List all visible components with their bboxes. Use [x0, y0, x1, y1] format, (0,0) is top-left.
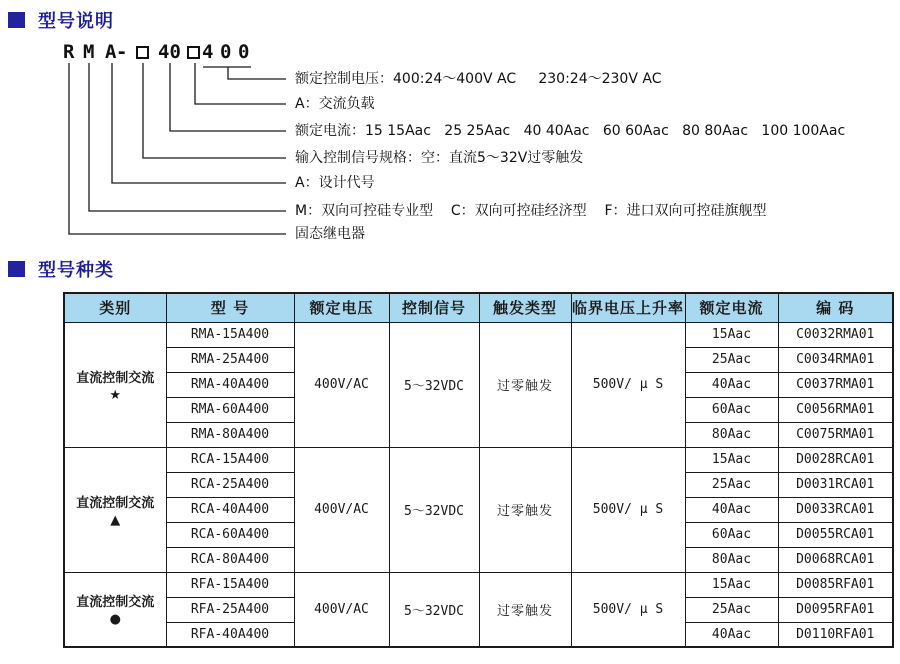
current-cell: 40Aac: [685, 622, 778, 647]
category-label: 直流控制交流: [76, 595, 155, 611]
section-title: 型号说明: [38, 11, 114, 32]
category-label: 直流控制交流: [76, 495, 155, 511]
code-cell: D0028RCA01: [778, 447, 893, 472]
model-code-char: -: [116, 41, 128, 63]
current-cell: 15Aac: [685, 447, 778, 472]
blue-square-bullet-icon: [8, 261, 25, 277]
current-cell: 80Aac: [685, 422, 778, 447]
model-cell: RCA-25A400: [166, 472, 294, 497]
dvdt-cell: 500V/ μ S: [571, 322, 685, 447]
code-cell: D0085RFA01: [778, 572, 893, 597]
model-code-char: 0: [220, 41, 232, 63]
col-header-category: 类别: [64, 293, 166, 322]
current-cell: 25Aac: [685, 347, 778, 372]
model-cell: RMA-15A400: [166, 322, 294, 347]
code-cell: D0068RCA01: [778, 547, 893, 572]
col-header-trigger: 触发类型: [479, 293, 571, 322]
model-cell: RMA-40A400: [166, 372, 294, 397]
desc-ac-load: A：交流负载: [295, 96, 375, 112]
control-signal-cell: 5～32VDC: [389, 572, 479, 647]
col-header-current: 额定电流: [685, 293, 778, 322]
voltage-cell: 400V/AC: [294, 322, 389, 447]
current-cell: 25Aac: [685, 472, 778, 497]
model-cell: RCA-15A400: [166, 447, 294, 472]
code-cell: C0075RMA01: [778, 422, 893, 447]
category-label: 直流控制交流: [76, 370, 155, 386]
desc-input-signal-spec: 输入控制信号规格：空：直流5～32V过零触发: [295, 150, 584, 166]
col-header-control: 控制信号: [389, 293, 479, 322]
current-cell: 25Aac: [685, 597, 778, 622]
model-cell: RFA-40A400: [166, 622, 294, 647]
current-cell: 15Aac: [685, 322, 778, 347]
star-icon: ★: [109, 387, 122, 403]
model-cell: RCA-40A400: [166, 497, 294, 522]
code-cell: D0031RCA01: [778, 472, 893, 497]
model-cell: RFA-25A400: [166, 597, 294, 622]
dvdt-cell: 500V/ μ S: [571, 447, 685, 572]
table-header-row: [64, 293, 893, 322]
current-cell: 60Aac: [685, 397, 778, 422]
section-model-types-header: [8, 256, 114, 282]
desc-thyristor-types: M：双向可控硅专业型 C：双向可控硅经济型 F：进口双向可控硅旗舰型: [295, 203, 767, 219]
code-cell: D0055RCA01: [778, 522, 893, 547]
trigger-type-cell: 过零触发: [479, 447, 571, 572]
current-cell: 40Aac: [685, 497, 778, 522]
col-header-model: 型 号: [166, 293, 294, 322]
current-cell: 60Aac: [685, 522, 778, 547]
category-cell: [64, 322, 166, 447]
table-row: [64, 447, 893, 472]
dvdt-cell: 500V/ μ S: [571, 572, 685, 647]
trigger-type-cell: 过零触发: [479, 572, 571, 647]
control-signal-cell: 5～32VDC: [389, 322, 479, 447]
table-row: [64, 322, 893, 347]
desc-rated-current: 额定电流：15 15Aac 25 25Aac 40 40Aac 60 60Aac 80 80Aac 100 100Aac: [295, 123, 846, 139]
current-cell: 15Aac: [685, 572, 778, 597]
code-cell: D0095RFA01: [778, 597, 893, 622]
model-code-char: A: [105, 41, 117, 63]
col-header-dvdt: 临界电压上升率: [571, 293, 685, 322]
trigger-type-cell: 过零触发: [479, 322, 571, 447]
section-title: 型号种类: [38, 260, 114, 281]
model-code-char: R: [63, 41, 75, 63]
code-cell: C0034RMA01: [778, 347, 893, 372]
placeholder-box-icon: [187, 46, 200, 59]
model-code-char: M: [83, 41, 95, 63]
desc-design-code: A：设计代号: [295, 175, 375, 191]
model-cell: RMA-25A400: [166, 347, 294, 372]
desc-rated-control-voltage: 额定控制电压：400:24～400V AC 230:24～230V AC: [295, 71, 662, 87]
circle-icon: ●: [109, 612, 121, 628]
model-cell: RFA-15A400: [166, 572, 294, 597]
model-code-char: 0: [238, 41, 250, 63]
current-cell: 40Aac: [685, 372, 778, 397]
triangle-icon: ▲: [110, 512, 121, 528]
voltage-cell: 400V/AC: [294, 572, 389, 647]
code-cell: D0033RCA01: [778, 497, 893, 522]
col-header-code: 编 码: [778, 293, 893, 322]
code-cell: C0056RMA01: [778, 397, 893, 422]
model-cell: RCA-60A400: [166, 522, 294, 547]
model-cell: RMA-80A400: [166, 422, 294, 447]
desc-solid-state-relay: 固态继电器: [295, 226, 365, 242]
col-header-voltage: 额定电压: [294, 293, 389, 322]
model-cell: RMA-60A400: [166, 397, 294, 422]
code-cell: C0037RMA01: [778, 372, 893, 397]
model-code-char: 40: [158, 41, 181, 63]
control-signal-cell: 5～32VDC: [389, 447, 479, 572]
current-cell: 80Aac: [685, 547, 778, 572]
table-row: [64, 572, 893, 597]
voltage-cell: 400V/AC: [294, 447, 389, 572]
category-cell: [64, 572, 166, 647]
model-cell: RCA-80A400: [166, 547, 294, 572]
category-cell: [64, 447, 166, 572]
placeholder-box-icon: [136, 46, 149, 59]
model-types-table: [63, 292, 894, 648]
code-cell: D0110RFA01: [778, 622, 893, 647]
model-code-char: 4: [202, 41, 214, 63]
code-cell: C0032RMA01: [778, 322, 893, 347]
